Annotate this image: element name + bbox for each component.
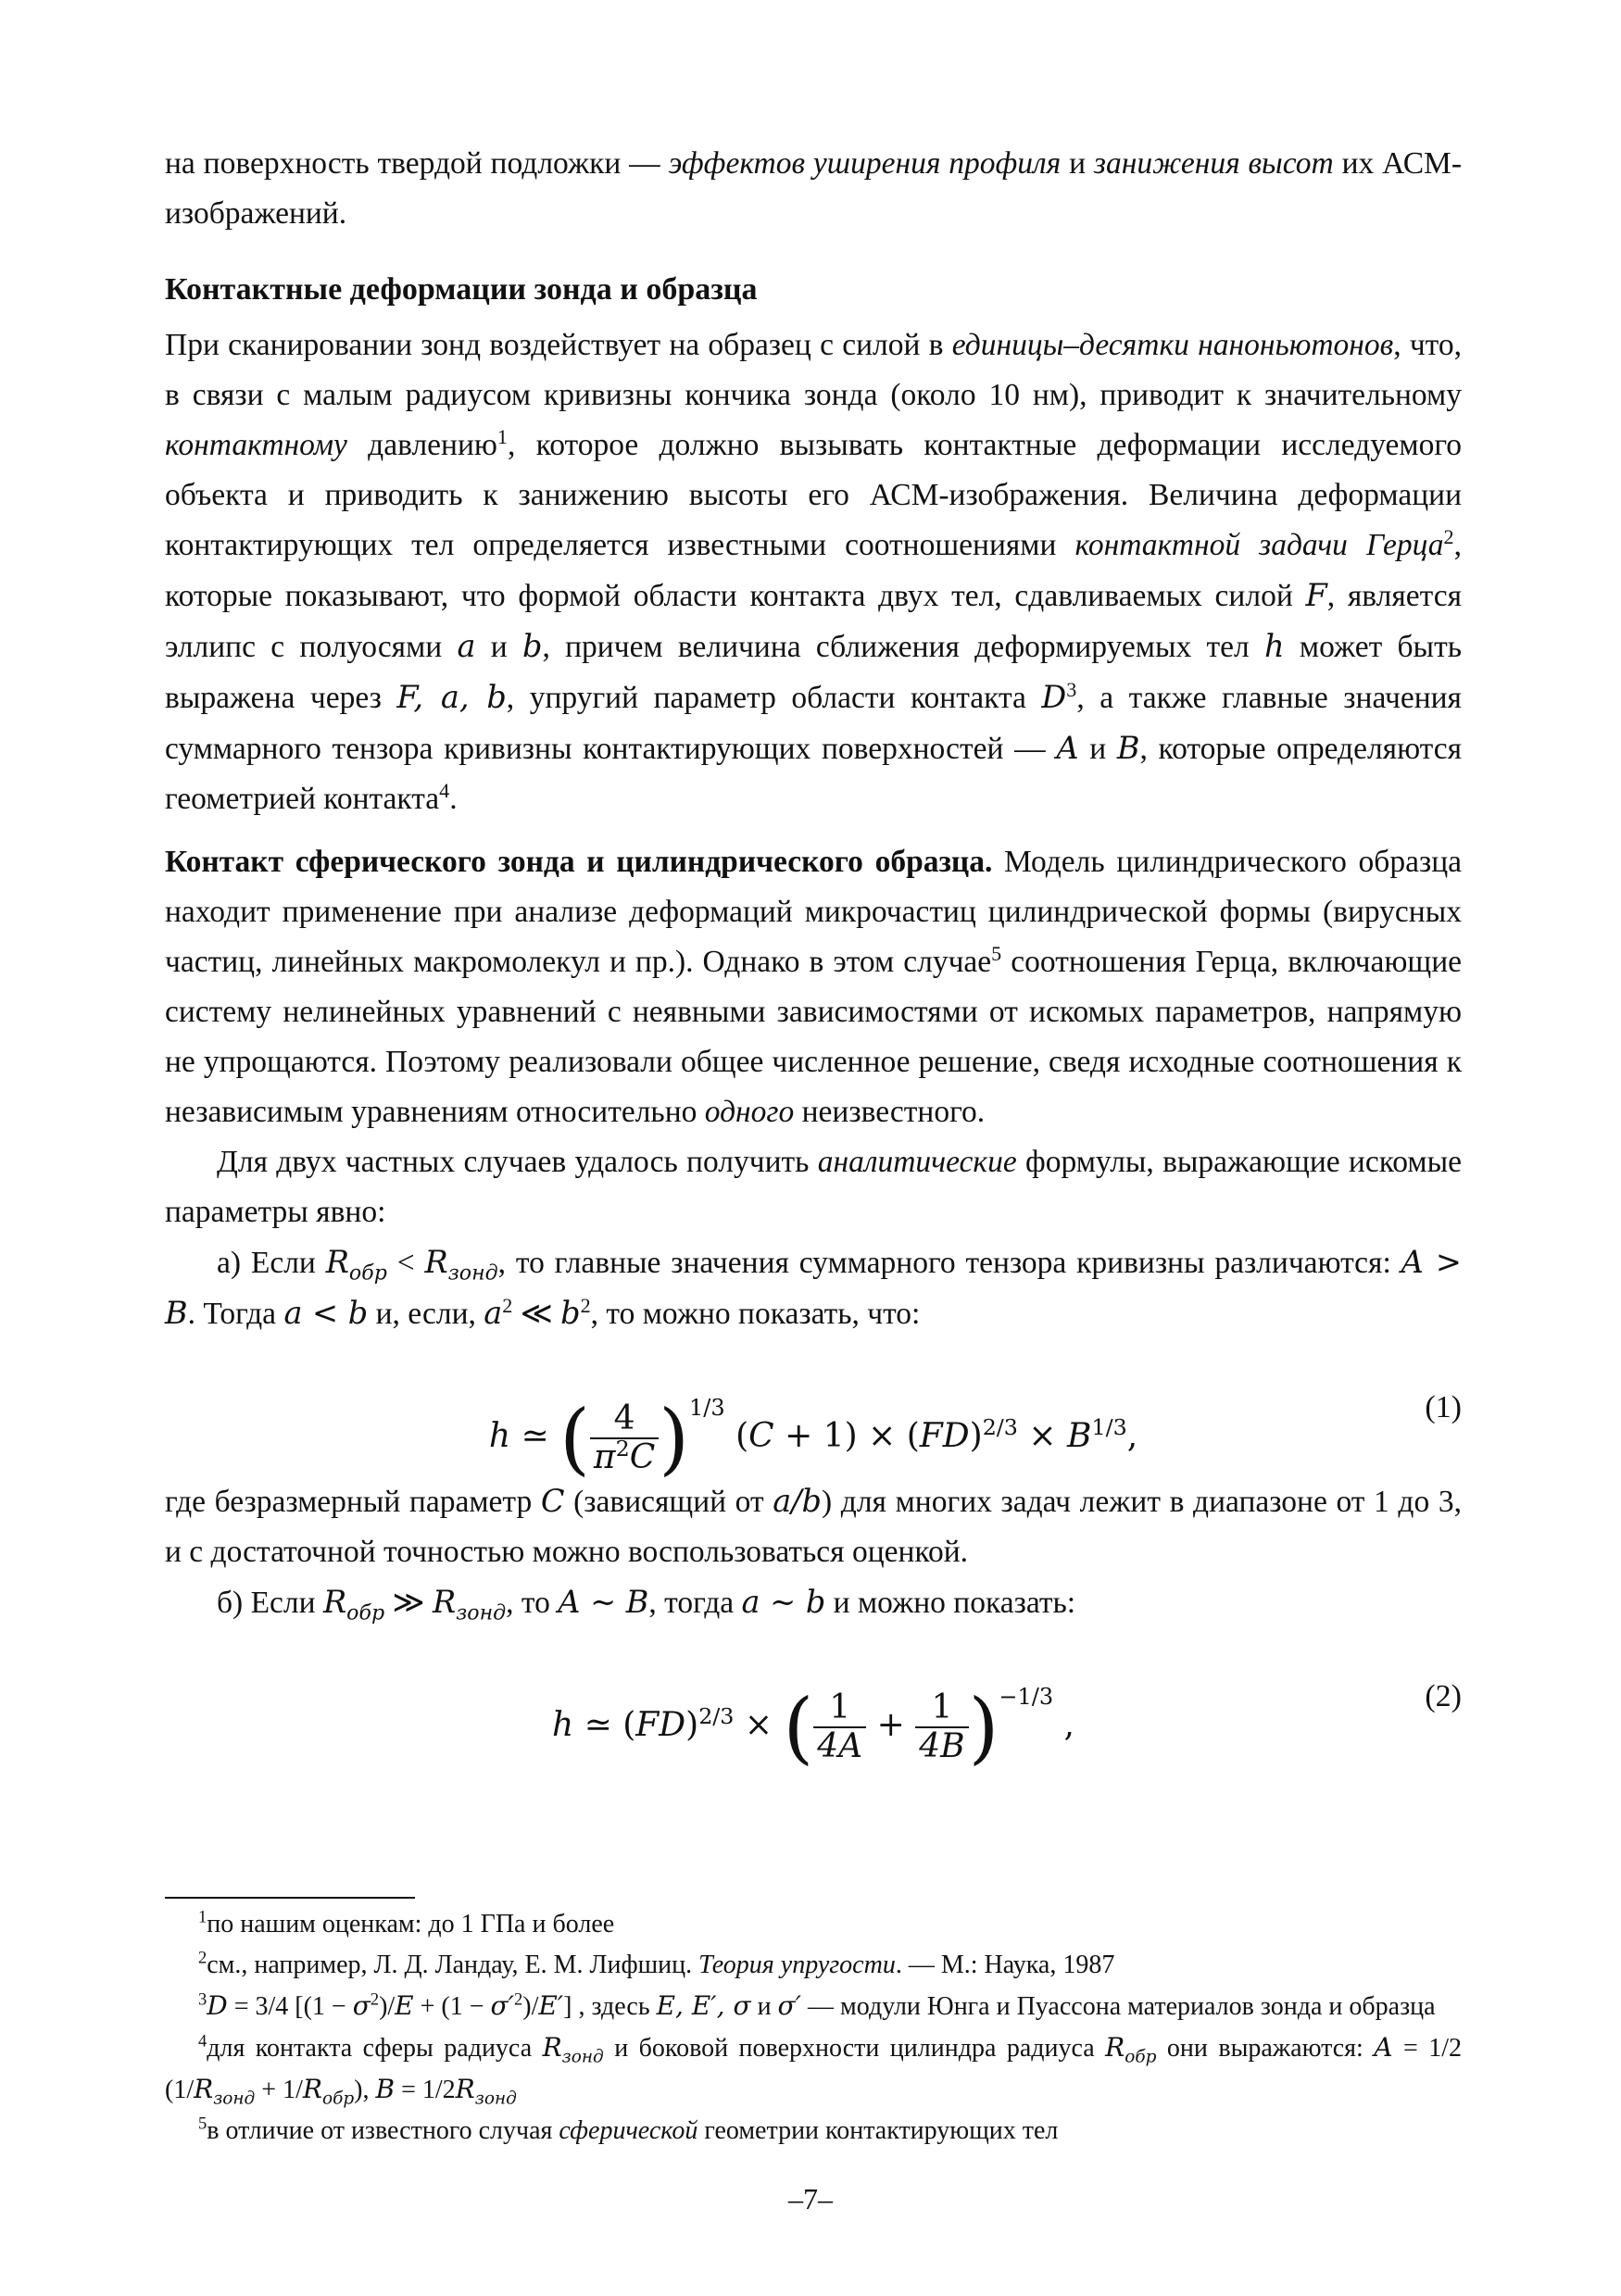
- footnote-3: $^3$D = 3/4 $[(1 - \sigma^2)/E + (1 - \sigma'^2)/E']$ , здесь E, E′, σ и σ′ — модули Юнга и Пуассона материалов зонда и образца: [198, 1989, 1436, 2021]
- equation-2-body: h ≃ (FD)$^{2/3}$ × ( $\frac{1}{4A}$ + $\frac{1}{4B}$ )$^{-1/3}$ ,: [552, 1682, 1074, 1773]
- footnote-ref-5[interactable]: 5: [991, 941, 1002, 965]
- footnote-ref-3[interactable]: 3: [1066, 677, 1077, 701]
- equation-2-number: (2): [1425, 1679, 1462, 1713]
- equation-1-fraction: $\frac{4}{\pi^2C}$: [590, 1400, 659, 1475]
- section1-paragraph: При сканировании зонд воздействует на образец с силой в единицы–десятки наноньютонов, что, в связи с малым радиусом кривизны кончика зонда (около 10 нм), приводит к значительному контактному давлению$^1$, которое должно вызывать контактные деформации исследуемого объекта и приводить к занижению высоты его АСМ-изображения. Величина деформации контактирующих тел определяется известными соотношениями контактной задачи Герца$^2$, которые показывают, что формой области контакта двух тел, сдавливаемых силой F, является эллипс с полуосями a и b, причем величина сближения деформируемых тел h может быть выражена через F, a, b, упругий параметр области контакта $D^3$, а также главные значения суммарного тензора кривизны контактирующих поверхностей — A и B, которые определяются геометрией контакта$^4$.: [165, 328, 1463, 816]
- footnote-ref-4[interactable]: 4: [439, 778, 450, 802]
- section-heading-contact-deformations: Контактные деформации зонда и образца: [165, 272, 758, 307]
- page-body: [165, 139, 1463, 1773]
- intro-paragraph: на поверхность твердой подложки — эффектов уширения профиля и занижения высот их АСМ-изображений.: [165, 146, 1462, 231]
- footnote-1: $^1$по нашим оценкам: до 1 ГПа и более: [198, 1907, 615, 1938]
- footnote-ref-1[interactable]: 1: [496, 424, 508, 448]
- equation-1-number: (1): [1425, 1390, 1462, 1424]
- case-b-paragraph: б) Если $R_{обр}$ ≫ $R_{зонд}$, то A ∼ B, тогда a ∼ b и можно показать:: [217, 1584, 1076, 1625]
- section2-lead: Контакт сферического зонда и цилиндрического образца.: [165, 845, 993, 879]
- equation-2-fraction-1: $\frac{1}{4A}$: [813, 1689, 866, 1764]
- footnote-2: $^2$см., например, Л. Д. Ландау, Е. М. Лифшиц. Теория упругости. — М.: Наука, 1987: [198, 1948, 1115, 1979]
- footnotes: [165, 1904, 1462, 2152]
- footnote-5: $^5$в отличие от известного случая сферической геометрии контактирующих тел: [198, 2114, 1059, 2145]
- section2-paragraph: Контакт сферического зонда и цилиндрического образца. Модель цилиндрического образца находит применение при анализе деформаций микрочастиц цилиндрической формы (вирусных частиц, линейных макромолекул и пр.). Однако в этом случае$^5$ соотношения Герца, включающие систему нелинейных уравнений с неявными зависимостями от искомых параметров, напрямую не упрощаются. Поэтому реализовали общее численное решение, сведя исходные соотношения к независимым уравнениям относительно одного неизвестного.: [165, 845, 1462, 1129]
- footnote-4: $^4$для контакта сферы радиуса $R_{зонд}$ и боковой поверхности цилиндра радиуса $R_{обр}$ они выражаются: A = 1/2 $(1/R_{зонд} + 1/R_{обр})$, $B = 1/2R_{зонд}$: [165, 2031, 1462, 2109]
- equation-2-fraction-2: $\frac{1}{4B}$: [915, 1689, 968, 1764]
- equation-2: [165, 1632, 1462, 1773]
- equation-1-body: h ≃ ( $\frac{4}{\pi^2C}$ )$^{1/3}$ $(C + 1) \times (FD)^{2/3} \times B^{1/3}$,: [488, 1393, 1138, 1484]
- footnote-rule: [165, 1897, 415, 1899]
- cases-intro-paragraph: Для двух частных случаев удалось получить аналитические формулы, выражающие искомые параметры явно:: [165, 1145, 1462, 1229]
- footnote-ref-2[interactable]: 2: [1443, 524, 1454, 548]
- page-number: –7–: [788, 2182, 833, 2215]
- case-a-paragraph: а) Если $R_{обр} < R_{зонд}$, то главные значения суммарного тензора кривизны различаются: A > B. Тогда a < b и, если, $a^2$ ≪ $b^2$, то можно показать, что:: [165, 1244, 1462, 1331]
- equation-1: [165, 1343, 1462, 1484]
- parameter-c-paragraph: где безразмерный параметр C (зависящий от a/b) для многих задач лежит в диапазоне от 1 до 3, и с достаточной точностью можно воспользоваться оценкой.: [165, 1483, 1462, 1569]
